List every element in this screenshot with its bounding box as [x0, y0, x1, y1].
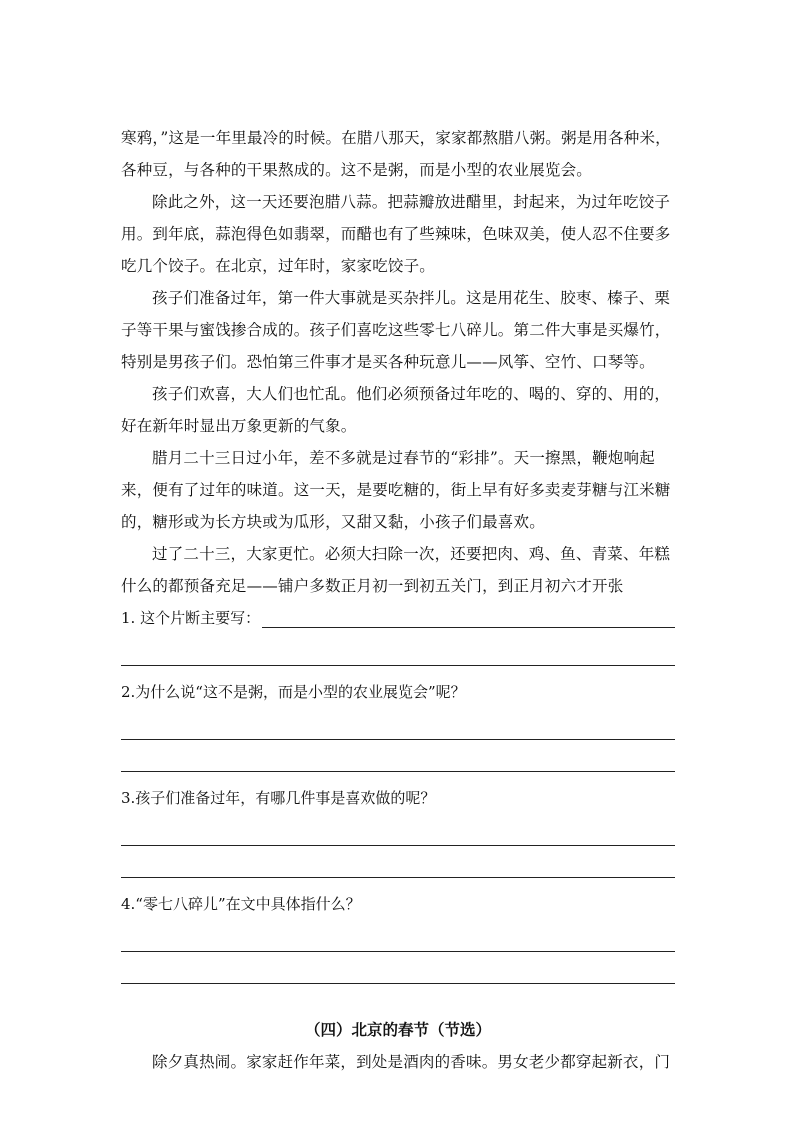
- passage-line: 特别是男孩子们。恐怕第三件事才是买各种玩意儿——风筝、空竹、口琴等。: [121, 353, 655, 371]
- section-4: [121, 1014, 675, 1078]
- question-1-text: 1. 这个片断主要写：: [121, 609, 261, 627]
- section-title: （四）北京的春节（节选）: [304, 1020, 491, 1039]
- answer-line[interactable]: [121, 846, 675, 878]
- passage-line: 各种豆，与各种的干果熬成的。这不是粥，而是小型的农业展览会。: [121, 161, 593, 179]
- answer-line[interactable]: [121, 920, 675, 952]
- question-4-text: 4.“零七八碎儿”在文中具体指什么？: [121, 895, 361, 913]
- passage-line: 的，糖形或为长方块或为瓜形，又甜又黏，小孩子们最喜欢。: [121, 513, 545, 531]
- answer-line[interactable]: [121, 814, 675, 846]
- passage-line: 孩子们欢喜，大人们也忙乱。他们必须预备过年吃的、喝的、穿的、用的，: [152, 385, 671, 403]
- question-1: [121, 602, 675, 666]
- passage-line: 来，便有了过年的味道。这一天，是要吃糖的，街上早有好多卖麦芽糖与江米糖: [121, 481, 671, 499]
- passage-line: 除此之外，这一天还要泡腊八蒜。把蒜瓣放进醋里，封起来，为过年吃饺子: [152, 193, 671, 211]
- passage-line: 寒鸦，”这是一年里最冷的时候。在腊八那天，家家都熬腊八粥。粥是用各种米，: [121, 129, 671, 147]
- passage-line: 孩子们准备过年，第一件大事就是买杂拌儿。这是用花生、胶枣、榛子、栗: [152, 289, 671, 307]
- question-3-text: 3.孩子们准备过年，有哪几件事是喜欢做的呢？: [121, 789, 436, 807]
- answer-line[interactable]: [121, 634, 675, 666]
- passage-line: 用。到年底，蒜泡得色如翡翠，而醋也有了些辣味，色味双美，使人忍不住要多: [121, 225, 671, 243]
- passage-line: 除夕真热闹。家家赶作年菜，到处是酒肉的香味。男女老少都穿起新衣，门: [152, 1053, 671, 1071]
- answer-line[interactable]: [121, 952, 675, 984]
- passage-line: 好在新年时显出万象更新的气象。: [121, 417, 357, 435]
- reading-passage: [121, 122, 675, 602]
- question-3: [121, 782, 675, 878]
- passage-line: 过了二十三，大家更忙。必须大扫除一次，还要把肉、鸡、鱼、青菜、年糕: [152, 545, 671, 563]
- passage-line: 吃几个饺子。在北京，过年时，家家吃饺子。: [121, 257, 436, 275]
- worksheet-content: [121, 122, 675, 1078]
- passage-line: 腊月二十三日过小年，差不多就是过春节的“彩排”。天一擦黑，鞭炮响起: [152, 449, 655, 467]
- answer-blank[interactable]: [262, 627, 675, 628]
- question-2-text: 2.为什么说“这不是粥，而是小型的农业展览会”呢？: [121, 683, 466, 701]
- answer-line[interactable]: [121, 708, 675, 740]
- passage-line: 什么的都预备充足——铺户多数正月初一到初五关门，到正月初六才开张: [121, 577, 624, 595]
- passage-line: 子等干果与蜜饯掺合成的。孩子们喜吃这些零七八碎儿。第二件大事是买爆竹，: [121, 321, 671, 339]
- question-4: [121, 888, 675, 984]
- answer-line[interactable]: [121, 740, 675, 772]
- question-2: [121, 676, 675, 772]
